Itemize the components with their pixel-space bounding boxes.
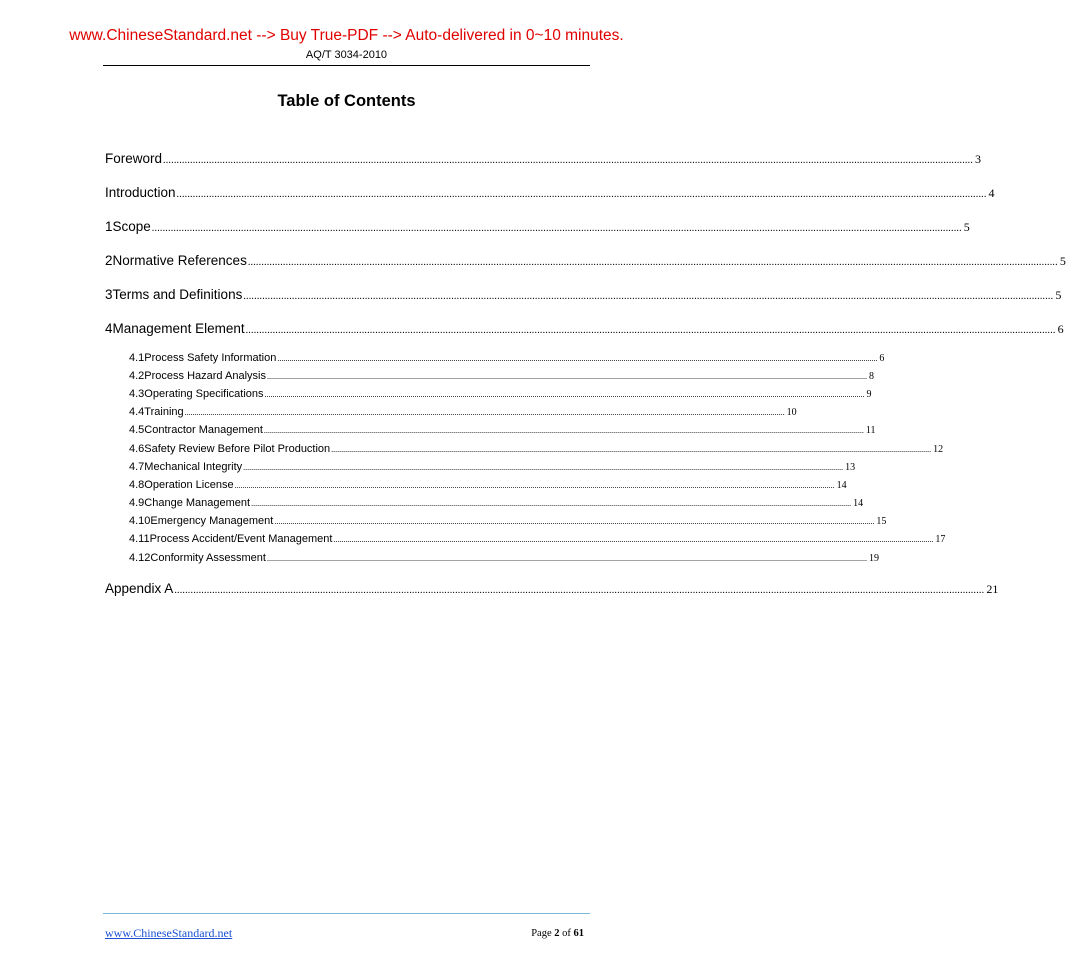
toc-entry-page: 19 [868, 553, 879, 564]
toc-entry-page: 15 [876, 516, 887, 527]
toc-entry-foreword[interactable] [105, 151, 982, 167]
toc-entry-number: 3 [105, 287, 113, 302]
toc-subentry[interactable] [129, 552, 879, 564]
toc-entry-number: 2 [105, 253, 113, 268]
toc-subentry[interactable] [129, 424, 876, 436]
page-total: 61 [573, 928, 584, 939]
promo-banner[interactable]: www.ChineseStandard.net --> Buy True-PDF --> Auto-delivered in 0~10 minutes. [69, 27, 624, 44]
toc-entry-number: 4.2 [129, 370, 145, 382]
toc-entry-page: 4 [988, 186, 995, 200]
toc-entry-label: Foreword [105, 151, 163, 166]
toc-entry-page: 9 [866, 389, 872, 400]
toc-entry-label: Process Hazard Analysis [144, 370, 266, 382]
toc-entry-label: Process Accident/Event Management [149, 533, 333, 545]
toc-entry-label: Process Safety Information [144, 352, 277, 364]
toc-entry-management-element[interactable] [105, 321, 1064, 337]
header-rule [103, 65, 590, 66]
toc-entry-scope[interactable] [105, 219, 970, 235]
toc-entry-page: 6 [1057, 322, 1064, 336]
toc-entry-page: 14 [836, 480, 847, 491]
toc-entry-page: 5 [1059, 254, 1066, 268]
toc-entry-page: 17 [935, 534, 946, 545]
toc-entry-number: 4.4 [129, 406, 145, 418]
toc-entry-label: Emergency Management [150, 515, 274, 527]
toc-entry-label: Change Management [144, 497, 251, 509]
toc-entry-label: Introduction [105, 185, 176, 200]
toc-entry-label: Scope [112, 219, 151, 234]
footer-website-link[interactable]: www.ChineseStandard.net [105, 926, 233, 940]
dot-leader: ............................................................................................................................................................................................................................................................................................................ [174, 585, 985, 596]
toc-entry-number: 4.12 [129, 552, 151, 564]
dot-leader: ............................................................................................................................................................................................................................................................................................................ [245, 325, 1056, 336]
toc-entry-label: Mechanical Integrity [144, 461, 243, 473]
toc-entry-number: 1 [105, 219, 113, 234]
toc-entry-number: 4.3 [129, 388, 145, 400]
toc-entry-label: Appendix A [105, 581, 174, 596]
toc-subentry[interactable] [129, 406, 797, 418]
toc-subentry[interactable] [129, 388, 872, 400]
toc-entry-number: 4.7 [129, 461, 145, 473]
dot-leader: ............................................................................................................................................................................................................................................................................................................ [274, 517, 875, 526]
dot-leader: ............................................................................................................................................................................................................................................................................................................ [176, 189, 987, 200]
toc-entry-number: 4.10 [129, 515, 151, 527]
dot-leader: ............................................................................................................................................................................................................................................................................................................ [277, 354, 878, 363]
dot-leader: ............................................................................................................................................................................................................................................................................................................ [151, 223, 962, 234]
toc-entry-page: 13 [845, 462, 856, 473]
toc-entry-appendix-a[interactable] [105, 581, 999, 597]
toc-entry-page: 21 [986, 582, 999, 596]
document-id: AQ/T 3034-2010 [305, 49, 388, 61]
dot-leader: ............................................................................................................................................................................................................................................................................................................ [184, 408, 785, 417]
dot-leader: ............................................................................................................................................................................................................................................................................................................ [163, 155, 974, 166]
toc-entry-page: 3 [975, 152, 982, 166]
dot-leader: ............................................................................................................................................................................................................................................................................................................ [331, 445, 932, 454]
toc-entry-number: 4.11 [129, 533, 150, 545]
toc-entry-label: Terms and Definitions [112, 287, 243, 302]
toc-subentry[interactable] [129, 497, 864, 509]
page-prefix: Page [531, 928, 552, 939]
toc-entry-page: 5 [963, 220, 970, 234]
toc-entry-number: 4 [105, 321, 113, 336]
dot-leader: ............................................................................................................................................................................................................................................................................................................ [266, 554, 867, 563]
toc-entry-page: 5 [1055, 288, 1062, 302]
toc-entry-page: 10 [786, 407, 797, 418]
dot-leader: ............................................................................................................................................................................................................................................................................................................ [234, 481, 835, 490]
toc-subentry[interactable] [129, 352, 885, 364]
dot-leader: ............................................................................................................................................................................................................................................................................................................ [247, 257, 1058, 268]
toc-entry-page: 12 [933, 444, 944, 455]
toc-entry-label: Contractor Management [144, 424, 263, 436]
footer-rule [103, 913, 590, 914]
page-title: Table of Contents [277, 92, 416, 110]
toc-entry-label: Training [144, 406, 184, 418]
toc-entry-number: 4.8 [129, 479, 145, 491]
toc-subentry[interactable] [129, 443, 944, 455]
toc-entry-number: 4.9 [129, 497, 145, 509]
toc-entry-page: 6 [879, 353, 885, 364]
toc-subentry[interactable] [129, 515, 887, 527]
toc-subentry[interactable] [129, 370, 874, 382]
toc-entry-label: Operating Specifications [144, 388, 264, 400]
toc-entry-page: 11 [865, 425, 876, 436]
toc-subentry[interactable] [129, 533, 946, 545]
toc-entry-introduction[interactable] [105, 185, 995, 201]
toc-subentry[interactable] [129, 461, 856, 473]
dot-leader: ............................................................................................................................................................................................................................................................................................................ [243, 291, 1054, 302]
toc-entry-normative-references[interactable] [105, 253, 1066, 269]
toc-entry-label: Management Element [112, 321, 245, 336]
dot-leader: ............................................................................................................................................................................................................................................................................................................ [266, 372, 867, 381]
toc-entry-number: 4.6 [129, 443, 145, 455]
dot-leader: ............................................................................................................................................................................................................................................................................................................ [243, 463, 844, 472]
toc-entry-label: Safety Review Before Pilot Production [144, 443, 331, 455]
page-current: 2 [554, 928, 560, 939]
toc-entry-label: Operation License [144, 479, 234, 491]
toc-entry-number: 4.5 [129, 424, 145, 436]
toc-entry-number: 4.1 [129, 352, 145, 364]
page-number [531, 928, 584, 939]
toc-entry-terms-definitions[interactable] [105, 287, 1062, 303]
dot-leader: ............................................................................................................................................................................................................................................................................................................ [263, 426, 864, 435]
dot-leader: ............................................................................................................................................................................................................................................................................................................ [333, 535, 934, 544]
page-of: of [562, 928, 571, 939]
toc-entry-page: 14 [853, 498, 864, 509]
toc-entry-page: 8 [868, 371, 874, 382]
dot-leader: ............................................................................................................................................................................................................................................................................................................ [251, 499, 852, 508]
dot-leader: ............................................................................................................................................................................................................................................................................................................ [264, 390, 865, 399]
toc-subentry[interactable] [129, 479, 847, 491]
toc-entry-label: Conformity Assessment [150, 552, 266, 564]
toc-entry-label: Normative References [112, 253, 247, 268]
